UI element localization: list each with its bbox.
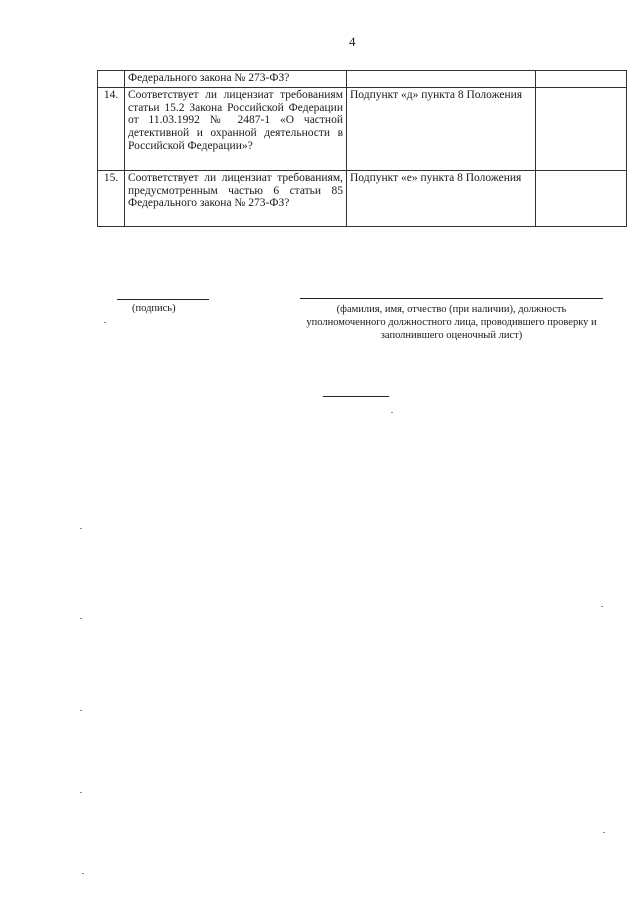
row-number-cell: 14. <box>98 87 125 170</box>
mark-cell <box>536 170 627 226</box>
scan-speck <box>80 528 82 529</box>
name-line <box>300 298 603 299</box>
scan-speck <box>80 792 82 793</box>
basis-cell <box>347 71 536 88</box>
signature-line <box>117 299 209 300</box>
row-number-cell: 15. <box>98 170 125 226</box>
basis-cell: Подпункт «е» пункта 8 Положения <box>347 170 536 226</box>
scan-speck <box>601 606 603 607</box>
question-cell: Соответствует ли лицензиат требованиям статьи 15.2 Закона Российской Федерации от 11.03.1992 № 2487-1 «О частной детективной и охранной деятельности в Российской Федерации»? <box>125 87 347 170</box>
scan-speck <box>82 873 84 874</box>
scan-speck <box>80 710 82 711</box>
end-rule <box>323 396 389 397</box>
table-row <box>98 87 627 170</box>
table-row <box>98 170 627 226</box>
page-number: 4 <box>349 34 356 49</box>
table-row <box>98 71 627 88</box>
scan-speck <box>391 412 393 413</box>
scan-speck <box>603 832 605 833</box>
question-cell: Соответствует ли лицензиат требованиям, предусмотренным частью 6 статьи 85 Федерального закона № 273-ФЗ? <box>125 170 347 226</box>
mark-cell <box>536 87 627 170</box>
scan-speck <box>104 322 106 323</box>
row-number-cell <box>98 71 125 88</box>
signature-caption: (подпись) <box>132 303 176 314</box>
scan-speck <box>80 618 82 619</box>
criteria-table <box>97 70 627 227</box>
question-cell: Федерального закона № 273-ФЗ? <box>125 71 347 88</box>
basis-cell: Подпункт «д» пункта 8 Положения <box>347 87 536 170</box>
mark-cell <box>536 71 627 88</box>
name-position-caption: (фамилия, имя, отчество (при наличии), должность уполномоченного должностного лица, проводившего проверку и заполнившего оценочный лист) <box>306 304 597 341</box>
